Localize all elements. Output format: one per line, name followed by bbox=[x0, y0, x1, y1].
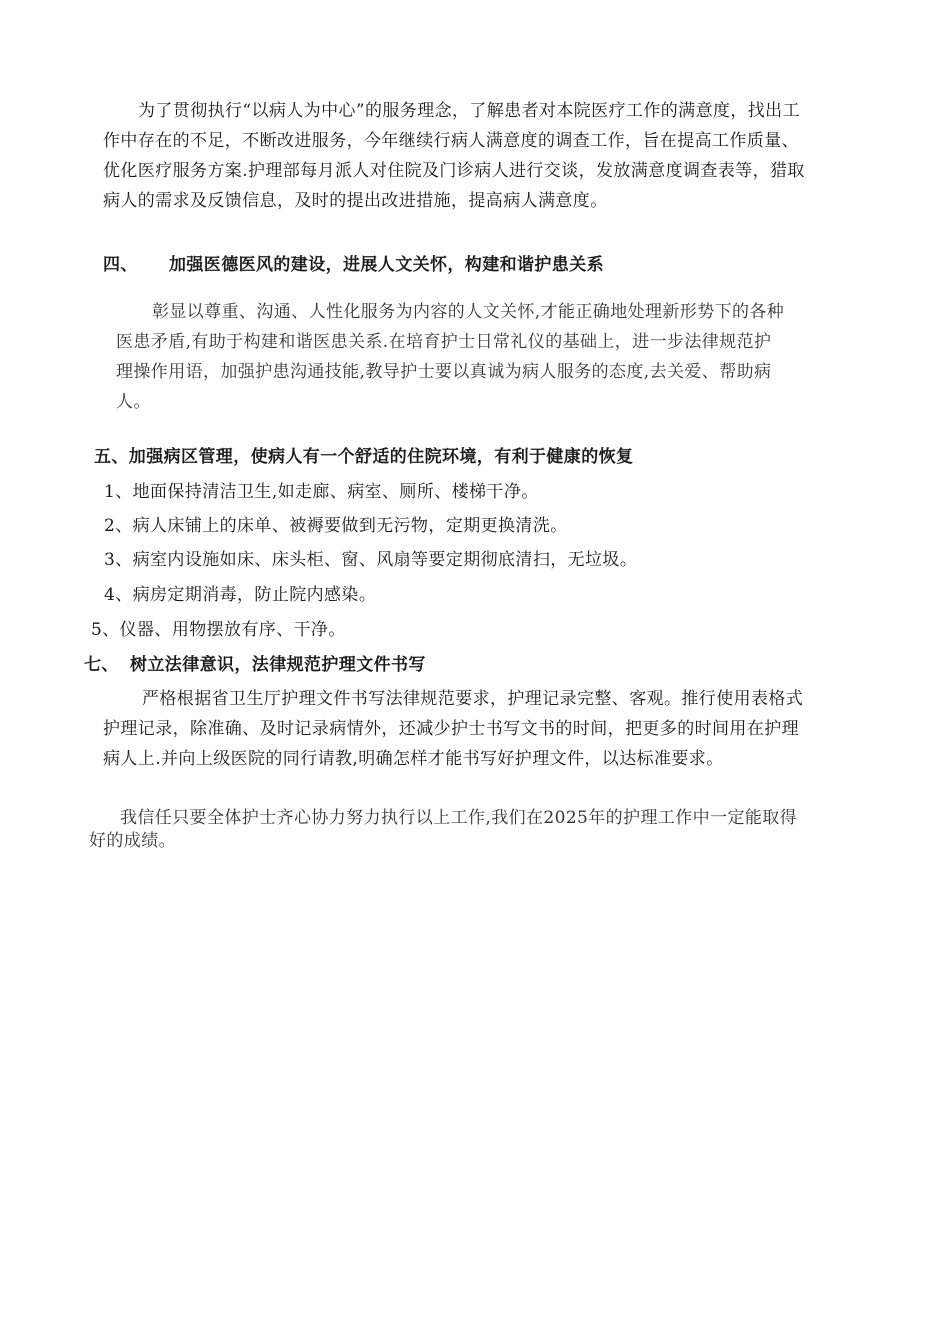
closing-line: 好的成绩。 bbox=[89, 831, 176, 851]
list-item: 3、病室内设施如床、床头柜、窗、风扇等要定期彻底清扫，无垃圾。 bbox=[104, 550, 638, 570]
section-4-title: 加强医德医风的建设，进展人文关怀，构建和谐护患关系 bbox=[169, 255, 604, 275]
intro-line: 为了贯彻执行“以病人为中心”的服务理念，了解患者对本院医疗工作的满意度，找出工 bbox=[138, 101, 800, 121]
section-4-heading bbox=[103, 254, 604, 276]
section-7-line: 病人上.并向上级医院的同行请教,明确怎样才能书写好护理文件，以达标准要求。 bbox=[103, 749, 724, 769]
section-7-line: 严格根据省卫生厅护理文件书写法律规范要求，护理记录完整、客观。推行使用表格式 bbox=[142, 689, 804, 709]
list-item: 5、仪器、用物摆放有序、干净。 bbox=[91, 620, 346, 640]
list-item: 1、地面保持清洁卫生,如走廊、病室、厕所、楼梯干净。 bbox=[104, 482, 539, 502]
closing-paragraph bbox=[89, 807, 797, 853]
section-7-paragraph bbox=[103, 684, 803, 774]
section-4-line: 医患矛盾,有助于构建和谐医患关系.在培育护士日常礼仪的基础上，进一步法律规范护 bbox=[116, 332, 772, 352]
section-7-number: 七、 bbox=[84, 655, 119, 675]
closing-line: 我信任只要全体护士齐心协力努力执行以上工作,我们在2025年的护理工作中一定能取得 bbox=[120, 808, 798, 828]
section-4-line: 人。 bbox=[116, 392, 151, 412]
section-7-line: 护理记录，除准确、及时记录病情外，还减少护士书写文书的时间，把更多的时间用在护理 bbox=[103, 719, 799, 739]
section-4-number: 四、 bbox=[103, 255, 138, 275]
section-4-line: 理操作用语，加强护患沟通技能,教导护士要以真诚为病人服务的态度,去关爱、帮助病 bbox=[116, 362, 772, 382]
section-7-title: 树立法律意识，法律规范护理文件书写 bbox=[130, 655, 426, 675]
list-item: 4、病房定期消毒，防止院内感染。 bbox=[104, 585, 377, 605]
section-4-paragraph bbox=[116, 297, 784, 417]
section-7-heading bbox=[84, 654, 426, 676]
intro-line: 作中存在的不足，不断改进服务，今年继续行病人满意度的调查工作，旨在提高工作质量、 bbox=[103, 131, 799, 151]
list-item: 2、病人床铺上的床单、被褥要做到无污物，定期更换清洗。 bbox=[104, 516, 568, 536]
intro-line: 优化医疗服务方案.护理部每月派人对住院及门诊病人进行交谈，发放满意度调查表等，猎取 bbox=[103, 161, 805, 181]
section-4-line: 彰显以尊重、沟通、人性化服务为内容的人文关怀,才能正确地处理新形势下的各种 bbox=[152, 302, 785, 322]
intro-line: 病人的需求及反馈信息，及时的提出改进措施，提高病人满意度。 bbox=[103, 191, 608, 211]
intro-paragraph bbox=[103, 96, 805, 216]
section-5-heading: 五、加强病区管理，使病人有一个舒适的住院环境，有利于健康的恢复 bbox=[94, 447, 634, 467]
